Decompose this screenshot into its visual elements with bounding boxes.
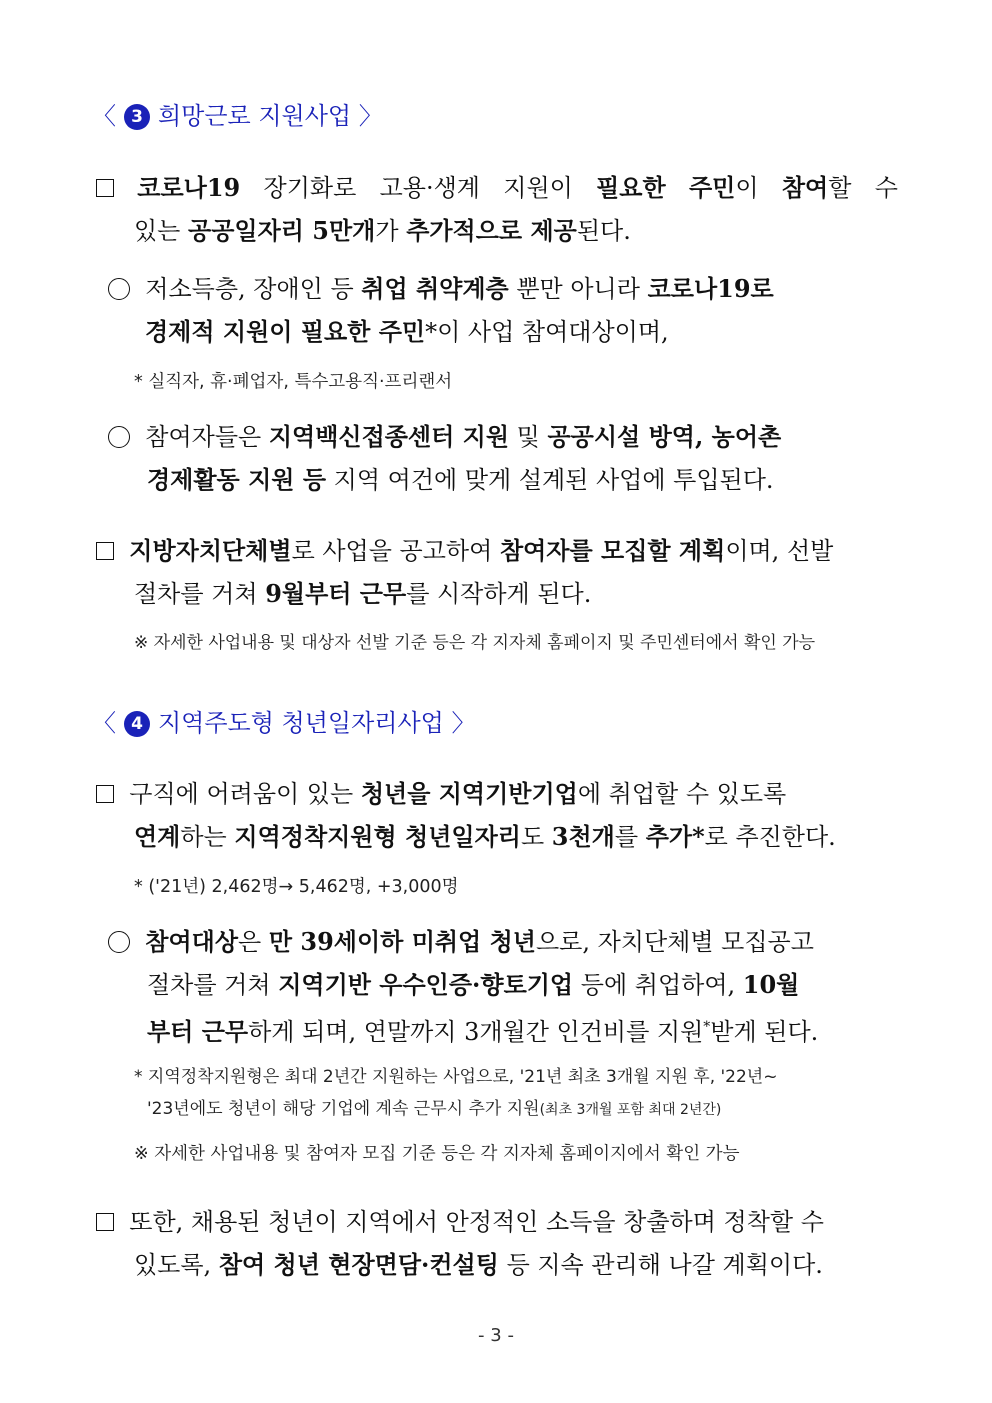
text: 받게 된다. (710, 1018, 819, 1046)
text: *이 사업 참여대상이며, (425, 318, 669, 346)
section-4-title: 지역주도형 청년일자리사업 (158, 709, 444, 737)
text: 또한, 채용된 청년이 지역에서 안정적인 소득을 창출하며 정착할 수 (129, 1208, 824, 1236)
s4-note-1: * ('21년) 2,462명→ 5,462명, +3,000명 (134, 877, 459, 897)
text: 참여자를 모집할 계획 (499, 536, 726, 565)
s3-bullet-1-line-1 (108, 274, 774, 304)
text: '23년에도 청년이 해당 기업에 계속 근무시 추가 지원 (147, 1099, 540, 1119)
text: 취업 취약계층 (361, 274, 509, 303)
s3-bullet-2-line-2 (147, 465, 774, 495)
text: 부터 근무 (147, 1017, 249, 1046)
text: (최초 3개월 포함 최대 2년간) (539, 1102, 722, 1118)
text: 이며, 선발 (725, 537, 834, 565)
text: 를 (614, 823, 639, 851)
s4-bullet-1-line-3 (147, 1012, 818, 1047)
page-number: - 3 - (478, 1325, 514, 1346)
s3-bullet-2-line-1 (108, 422, 781, 452)
number-4-badge: 4 (124, 711, 150, 737)
checkbox-square-icon (96, 542, 114, 560)
text: 절차를 거쳐 (147, 971, 271, 999)
text: 구직에 어려움이 있는 (129, 780, 354, 808)
text: 로 추진한다. (704, 823, 836, 851)
text: 참여자들은 (145, 423, 262, 451)
s4-note-2-line-2 (147, 1097, 721, 1122)
s4-paragraph-2-line-1 (96, 1207, 824, 1237)
text: 코로나19로 (647, 274, 774, 303)
checkbox-square-icon (96, 785, 114, 803)
text: 지역기반 우수인증·향토기업 (278, 970, 574, 999)
s3-paragraph-2-line-2 (134, 579, 591, 609)
circle-bullet-icon (108, 278, 130, 300)
text: 만 39세이하 미취업 청년 (268, 927, 536, 956)
text: 하게 되며, 연말까지 3개월간 인건비를 지원 (248, 1018, 704, 1046)
s3-paragraph-2-line-1 (96, 536, 833, 566)
heading-close-bracket: 〉 (358, 102, 383, 130)
circle-bullet-icon (108, 931, 130, 953)
text: 가 (375, 217, 399, 245)
section-3-heading (92, 101, 383, 131)
heading-open-bracket: 〈 (92, 709, 116, 737)
text: 은 (238, 928, 262, 956)
text: 절차를 거쳐 (134, 580, 258, 608)
number-3-badge: 3 (124, 104, 150, 130)
text: 지역 여건에 맞게 설계된 사업에 투입된다. (333, 466, 774, 494)
s3-bullet-1-line-2 (145, 317, 669, 347)
text: 장기화로 (263, 174, 357, 202)
text: 뿐만 아니라 (516, 275, 640, 303)
text: 으로, 자치단체별 모집공고 (535, 928, 814, 956)
text: 공공시설 방역, 농어촌 (547, 422, 782, 451)
s3-note-2: ※ 자세한 사업내용 및 대상자 선발 기준 등은 각 지자체 홈페이지 및 주민센터에서 확인 가능 (134, 633, 816, 653)
text: 주민 (688, 173, 736, 202)
text: 연계 (134, 822, 181, 851)
text: 경제적 지원이 필요한 주민 (145, 317, 426, 346)
text: 있도록, (134, 1251, 212, 1279)
s4-paragraph-2-line-2 (134, 1250, 823, 1280)
text: 9월부터 근무 (265, 579, 407, 608)
s4-bullet-1-line-2 (147, 970, 799, 1000)
text: 고용·생계 (379, 174, 480, 202)
section-3-title: 희망근로 지원사업 (158, 102, 352, 130)
text: 코로나19 (137, 173, 241, 202)
text: 도 (520, 823, 545, 851)
text: 지방자치단체별 (129, 536, 292, 565)
circle-bullet-icon (108, 426, 130, 448)
footnote-mark: * (703, 1019, 711, 1035)
text: 10월 (742, 970, 800, 999)
text: 참여대상 (145, 927, 239, 956)
text: 이 (735, 174, 759, 202)
text: 지역백신접종센터 지원 (268, 422, 510, 451)
s3-note-1: * 실직자, 휴·폐업자, 특수고용직·프리랜서 (134, 372, 453, 392)
text: 에 취업할 수 있도록 (577, 780, 787, 808)
s4-paragraph-1-line-1 (96, 779, 786, 809)
text: 할 (828, 174, 852, 202)
s4-note-2-line-1: * 지역정착지원형은 최대 2년간 지원하는 사업으로, '21년 최초 3개월 지원 후, '22년~ (134, 1067, 778, 1087)
text: 등 지속 관리해 나갈 계획이다. (506, 1251, 823, 1279)
text: 및 (516, 423, 540, 451)
s3-paragraph-1-line-2 (134, 216, 631, 246)
heading-open-bracket: 〈 (92, 102, 116, 130)
checkbox-square-icon (96, 179, 114, 197)
heading-close-bracket: 〉 (451, 709, 476, 737)
text: 를 시작하게 된다. (406, 580, 592, 608)
text: 있는 (134, 217, 181, 245)
section-4-heading (92, 708, 475, 738)
s4-paragraph-1-line-2 (134, 822, 836, 852)
text: 저소득층, 장애인 등 (145, 275, 354, 303)
text: 등에 취업하여, (580, 971, 736, 999)
text: 필요한 (596, 173, 666, 202)
s4-note-3: ※ 자세한 사업내용 및 참여자 모집 기준 등은 각 지자체 홈페이지에서 확인 가능 (134, 1144, 740, 1164)
text: 로 사업을 공고하여 (291, 537, 493, 565)
text: 지원이 (503, 174, 573, 202)
text: 지역정착지원형 청년일자리 (234, 822, 521, 851)
text: 참여 청년 현장면담·컨설팅 (218, 1250, 499, 1279)
text: 하는 (180, 823, 227, 851)
checkbox-square-icon (96, 1213, 114, 1231)
s4-bullet-1-line-1 (108, 927, 814, 957)
s3-paragraph-1-line-1 (96, 173, 898, 203)
text: 추가* (645, 822, 705, 851)
text: 참여 (781, 173, 829, 202)
text: 된다. (576, 217, 631, 245)
text: 3천개 (551, 822, 615, 851)
text: 수 (874, 174, 898, 202)
text: 청년을 지역기반기업 (360, 779, 578, 808)
text: 공공일자리 5만개 (188, 216, 376, 245)
text: 추가적으로 제공 (406, 216, 577, 245)
text: 경제활동 지원 등 (147, 465, 326, 494)
